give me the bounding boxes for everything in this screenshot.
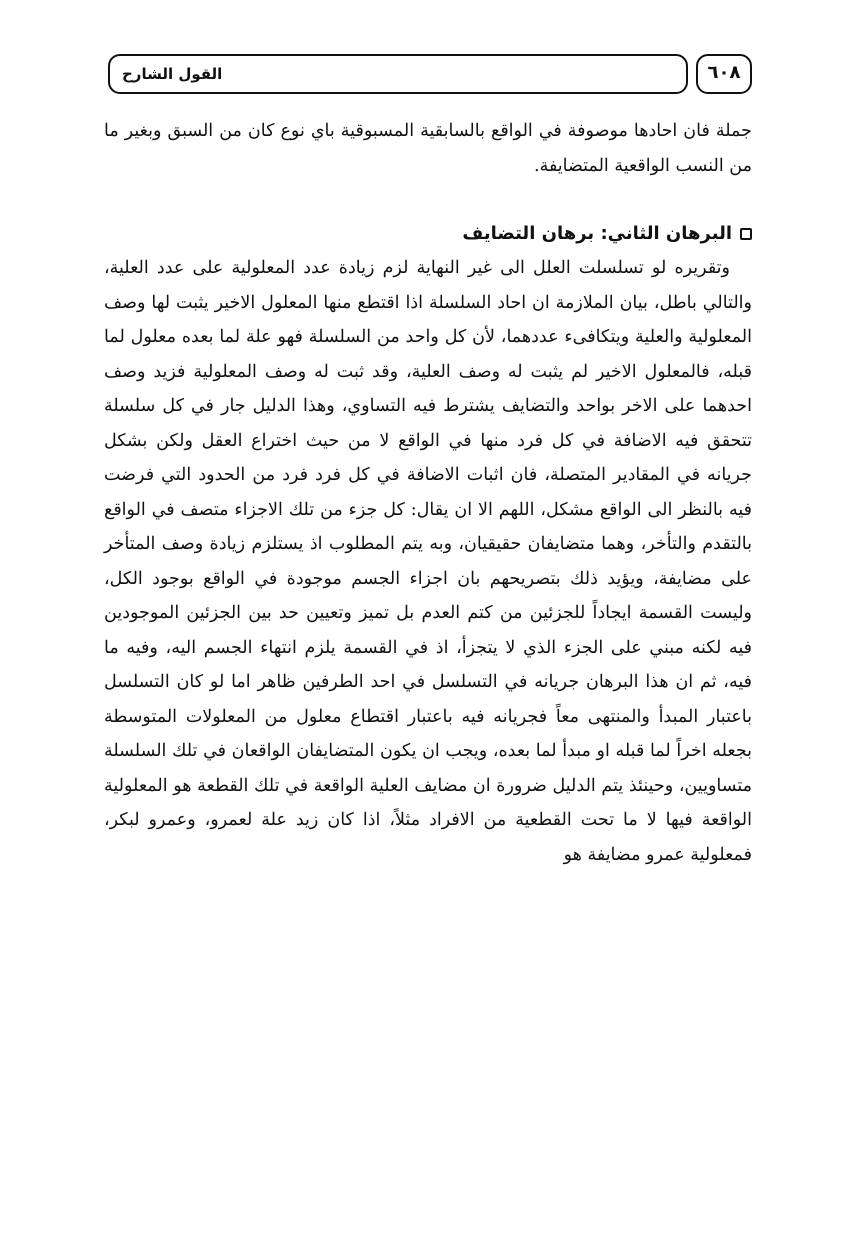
page-number-frame (696, 54, 752, 94)
page-number: ٦٠٨ (707, 62, 741, 83)
square-bullet-icon (740, 228, 752, 240)
body-text (104, 114, 752, 872)
section-heading (104, 217, 752, 251)
header-title-frame (108, 54, 688, 94)
running-header (102, 52, 752, 96)
section-heading-text: البرهان الثاني: برهان التضايف (462, 223, 732, 244)
intro-paragraph: جملة فان احادها موصوفة في الواقع بالسابقية المسبوقية باي نوع كان من السبق وبغير ما من النسب الواقعية المتضايفة. (104, 121, 752, 176)
header-title: القول الشارح (122, 65, 223, 83)
main-paragraph: وتقريره لو تسلسلت العلل الى غير النهاية لزم زيادة عدد المعلولية على عدد العلية، والتالي باطل، بيان الملازمة ان احاد السلسلة اذا اقتطع منها المعلول الاخير يثبت لها وصف المعلولية والعلية ويتكافىء عددهما، لأن كل واحد من السلسلة فهو علة لما بعده معلول لما قبله، فالمعلول الاخير لم يثبت له وصف العلية، وقد ثبت له وصف المعلولية فزيد وصف احدهما على الاخر بواحد والتضايف يشترط فيه التساوي، وهذا الدليل جار في كل سلسلة تتحقق فيه الاضافة في كل فرد منها في الواقع لا من حيث اختراع العقل ولكن بشكل جريانه في المقادير المتصلة، فان اثبات الاضافة في كل فرد فرد من الحدود التي فرضت فيه بالنظر الى الواقع مشكل، اللهم الا ان يقال: كل جزء من تلك الاجزاء متصف في الواقع بالتقدم والتأخر، وهما متضايفان حقيقيان، وبه يتم المطلوب اذ يستلزم زيادة وصف المتأخر على مضايفة، ويؤيد ذلك بتصريحهم بان اجزاء الجسم موجودة في الواقع بوجود الكل، وليست القسمة ايجاداً للجزئين من كتم العدم بل تميز وتعيين حد بين الجزئين الموجودين فيه لكنه مبني على الجزء الذي لا يتجزأ، اذ في القسمة يلزم انتهاء الجسم اليه، وفيه ما فيه، ثم ان هذا البرهان جريانه في التسلسل في احد الطرفين ظاهر اما لو كان التسلسل باعتبار المبدأ والمنتهى معاً فجريانه فيه باعتبار اقتطاع معلول من المعلولات المتوسطة بجعله اخراً لما قبله او مبدأ لما بعده، ويجب ان يكون المتضايفان الواقعان في تلك السلسلة متساويين، وحينئذ يتم الدليل ضرورة ان مضايف العلية الواقعة في تلك القطعة هو المعلولية الواقعة فيها لا ما تحت القطعية من الافراد مثلاً، اذا كان زيد علة لعمرو، وعمرو لبكر، فمعلولية عمرو مضايفة هو (104, 258, 752, 865)
